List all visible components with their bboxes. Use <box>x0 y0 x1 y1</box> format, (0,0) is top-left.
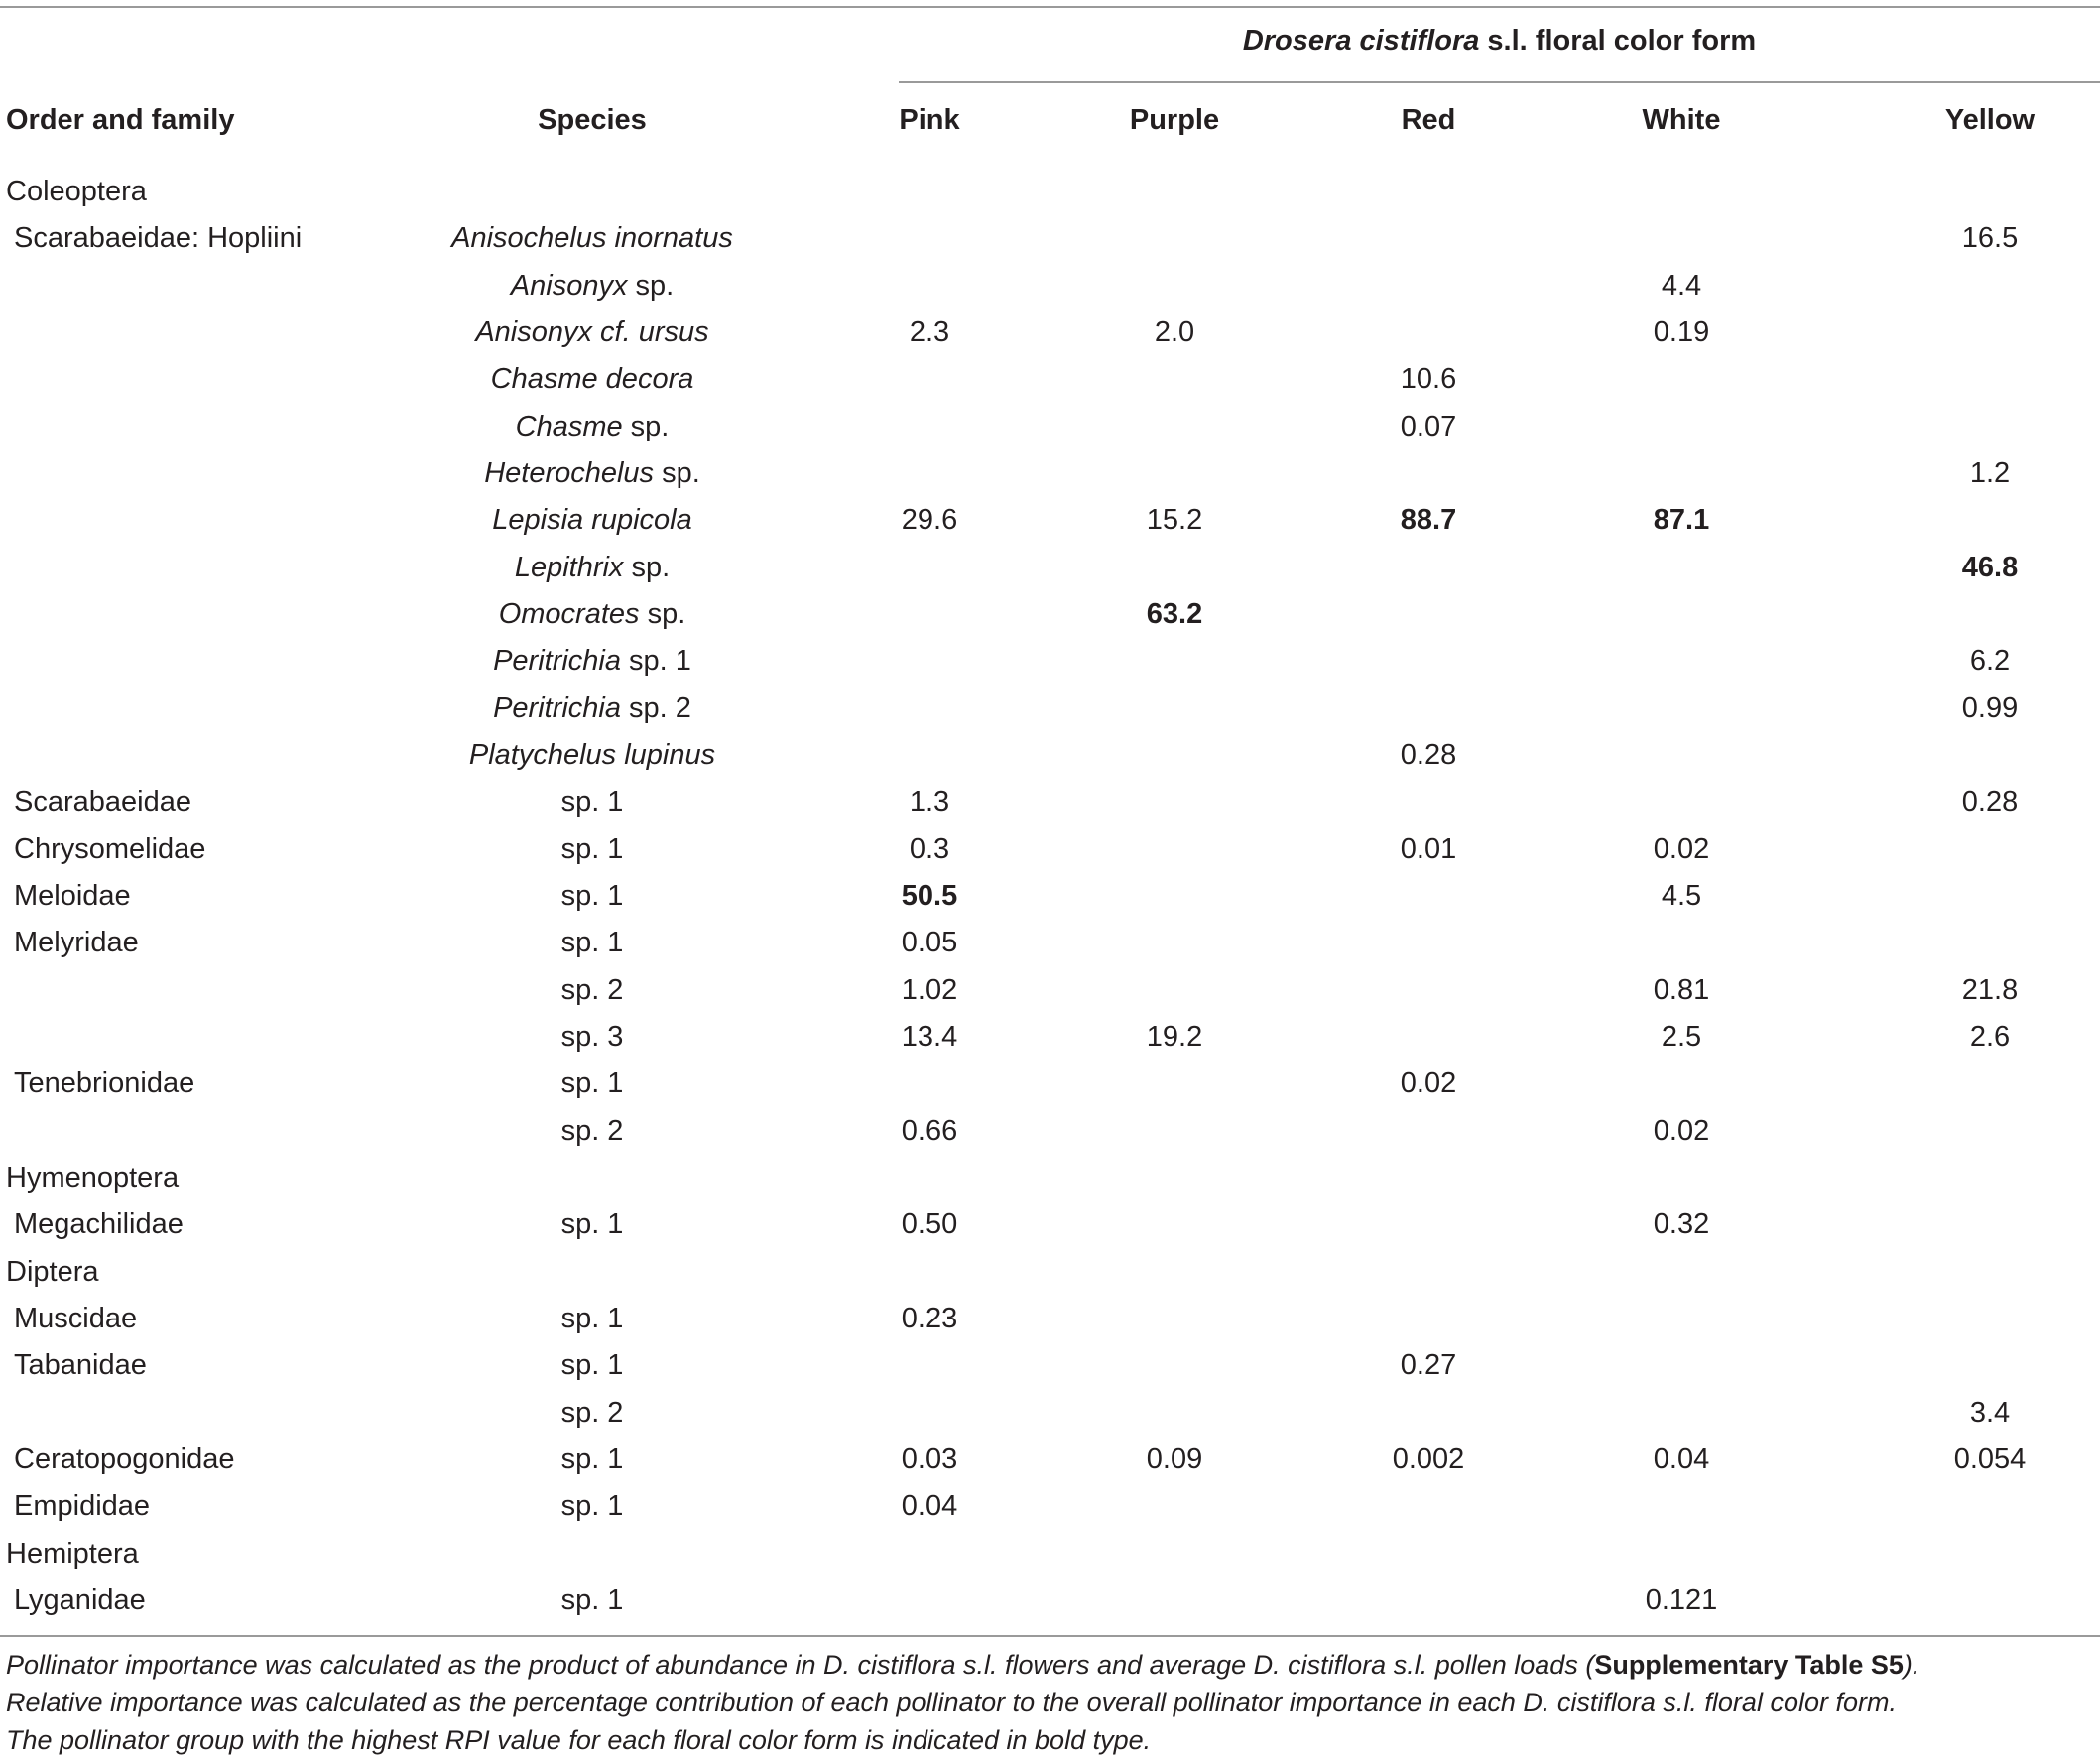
table-bottom-rule <box>0 1635 2100 1637</box>
order-family-cell: Hemiptera <box>6 1537 139 1570</box>
value-cell-purple: 0.09 <box>1146 1443 1203 1475</box>
species-cell <box>397 1296 788 1342</box>
species-cell <box>397 497 788 544</box>
species-suffix: sp. <box>654 456 700 489</box>
species-suffix: sp. 1 <box>560 1208 624 1241</box>
species-cell <box>397 1061 788 1107</box>
value-cell-pink: 13.4 <box>901 1020 958 1053</box>
value-cell-yellow: 0.054 <box>1953 1443 2027 1475</box>
species-cell <box>397 1483 788 1530</box>
value-cell-white: 2.5 <box>1661 1020 1702 1053</box>
species-italic-name: Omocrates <box>498 597 640 630</box>
value-cell-white: 0.04 <box>1653 1443 1710 1475</box>
species-suffix: sp. 2 <box>621 691 691 724</box>
header-purple: Purple <box>1129 104 1220 136</box>
species-suffix: sp. <box>627 269 675 302</box>
species-cell <box>397 263 788 310</box>
species-suffix: sp. 1 <box>560 1443 624 1475</box>
column-header-row <box>0 97 2100 144</box>
value-cell-purple: 15.2 <box>1146 504 1203 537</box>
table-row <box>0 1577 2100 1624</box>
table-row <box>0 967 2100 1014</box>
value-cell-purple: 2.0 <box>1154 315 1195 348</box>
species-italic-name: Heterochelus <box>484 456 655 489</box>
order-family-cell: Chrysomelidae <box>14 832 206 865</box>
species-suffix: sp. 2 <box>560 973 624 1006</box>
species-suffix: sp. 1 <box>560 1583 624 1616</box>
footnote-line-2: Relative importance was calculated as the percentage contribution of each pollinator to the overall pollinator importance in each D. cistiflora s.l. floral color form. <box>6 1688 1897 1717</box>
species-suffix: sp. 1 <box>560 1302 624 1334</box>
species-cell <box>397 1437 788 1483</box>
value-cell-yellow: 46.8 <box>1961 551 2019 583</box>
table-row <box>0 169 2100 215</box>
value-cell-white: 0.02 <box>1653 832 1710 865</box>
footnote-line-1 <box>6 1646 2089 1684</box>
table-row <box>0 356 2100 403</box>
order-family-cell: Coleoptera <box>6 176 147 207</box>
table-row <box>0 263 2100 310</box>
value-cell-pink: 0.05 <box>901 927 958 959</box>
value-cell-yellow: 6.2 <box>1969 645 2011 678</box>
table-row <box>0 638 2100 685</box>
species-suffix: sp. 1 <box>560 1349 624 1382</box>
species-suffix: sp. 1 <box>560 1068 624 1100</box>
value-cell-red: 0.07 <box>1400 410 1457 442</box>
value-cell-white: 4.5 <box>1661 879 1702 912</box>
footnote-line-1-end: ). <box>1903 1650 1920 1680</box>
species-suffix: sp. 3 <box>560 1020 624 1053</box>
table-row <box>0 1437 2100 1483</box>
table-row <box>0 1390 2100 1437</box>
value-cell-white: 0.121 <box>1645 1583 1718 1616</box>
table-row <box>0 1155 2100 1201</box>
table-row <box>0 1108 2100 1155</box>
value-cell-red: 0.02 <box>1400 1068 1457 1100</box>
footnote-line-1-text: Pollinator importance was calculated as the product of abundance in D. cistiflora s.l. flowers and average D. cistiflora s.l. pollen loads ( <box>6 1650 1595 1680</box>
species-cell <box>397 1108 788 1155</box>
species-cell <box>397 826 788 873</box>
value-cell-red: 10.6 <box>1400 363 1457 396</box>
species-cell <box>397 404 788 450</box>
species-cell <box>397 638 788 685</box>
group-header-rule <box>899 81 2100 83</box>
species-suffix: sp. 1 <box>560 832 624 865</box>
species-italic-name: Anisonyx cf. ursus <box>475 315 709 348</box>
order-family-cell: Hymenoptera <box>6 1161 180 1194</box>
species-suffix: sp. 2 <box>560 1114 624 1147</box>
table-row <box>0 1296 2100 1342</box>
value-cell-pink: 0.04 <box>901 1490 958 1523</box>
species-suffix: sp. <box>622 410 670 442</box>
table-row <box>0 1201 2100 1248</box>
species-suffix: sp. 2 <box>560 1396 624 1429</box>
species-cell <box>397 1342 788 1389</box>
order-family-cell: Tenebrionidae <box>14 1068 195 1100</box>
species-suffix: sp. <box>639 597 686 630</box>
value-cell-yellow: 21.8 <box>1961 973 2019 1006</box>
value-cell-white: 0.81 <box>1653 973 1710 1006</box>
value-cell-red: 0.27 <box>1400 1349 1457 1382</box>
group-header-genus: Drosera cistiflora <box>1242 25 1480 57</box>
table-row <box>0 215 2100 262</box>
order-family-cell: Tabanidae <box>14 1349 147 1382</box>
species-cell <box>397 545 788 591</box>
species-italic-name: Chasme <box>515 410 623 442</box>
species-cell <box>397 779 788 825</box>
value-cell-pink: 50.5 <box>901 879 958 912</box>
header-white: White <box>1642 104 1721 136</box>
value-cell-yellow: 1.2 <box>1969 456 2011 489</box>
value-cell-pink: 0.03 <box>901 1443 958 1475</box>
species-suffix: sp. 1 <box>560 927 624 959</box>
table-row <box>0 450 2100 497</box>
value-cell-white: 0.19 <box>1653 315 1710 348</box>
value-cell-yellow: 16.5 <box>1961 222 2019 255</box>
order-family-cell: Scarabaeidae: Hopliini <box>14 222 303 255</box>
species-cell <box>397 1201 788 1248</box>
species-italic-name: Peritrichia <box>493 691 621 724</box>
table-row <box>0 826 2100 873</box>
table-row <box>0 591 2100 638</box>
table-row <box>0 1061 2100 1107</box>
table-row <box>0 732 2100 779</box>
header-species: Species <box>538 104 647 136</box>
group-header-suffix: s.l. floral color form <box>1479 25 1757 57</box>
order-family-cell: Ceratopogonidae <box>14 1443 235 1475</box>
footnote-line-3: The pollinator group with the highest RPI value for each floral color form is indicated in bold type. <box>6 1725 1152 1755</box>
species-suffix: sp. 1 <box>621 645 691 678</box>
species-cell <box>397 591 788 638</box>
value-cell-yellow: 2.6 <box>1969 1020 2011 1053</box>
header-pink: Pink <box>899 104 960 136</box>
table-row <box>0 920 2100 966</box>
header-yellow: Yellow <box>1944 104 2036 136</box>
species-italic-name: Peritrichia <box>493 645 621 678</box>
species-cell <box>397 450 788 497</box>
table-row <box>0 404 2100 450</box>
table-row <box>0 1342 2100 1389</box>
species-cell <box>397 732 788 779</box>
table-row <box>0 497 2100 544</box>
species-cell <box>397 215 788 262</box>
species-italic-name: Chasme decora <box>490 363 694 396</box>
value-cell-white: 0.02 <box>1653 1114 1710 1147</box>
value-cell-white: 87.1 <box>1653 504 1710 537</box>
species-italic-name: Anisonyx <box>510 269 628 302</box>
species-suffix: sp. 1 <box>560 879 624 912</box>
table-row <box>0 1483 2100 1530</box>
value-cell-pink: 1.02 <box>901 973 958 1006</box>
order-family-cell: Meloidae <box>14 879 131 912</box>
value-cell-red: 0.01 <box>1400 832 1457 865</box>
value-cell-pink: 0.66 <box>901 1114 958 1147</box>
order-family-cell: Diptera <box>6 1255 99 1288</box>
value-cell-yellow: 3.4 <box>1969 1396 2011 1429</box>
footnote-supplementary-link: Supplementary Table S5 <box>1594 1650 1904 1680</box>
header-red: Red <box>1401 104 1456 136</box>
value-cell-yellow: 0.99 <box>1961 691 2019 724</box>
species-cell <box>397 1390 788 1437</box>
value-cell-pink: 2.3 <box>909 315 950 348</box>
value-cell-white: 0.32 <box>1653 1208 1710 1241</box>
species-italic-name: Anisochelus inornatus <box>451 222 733 255</box>
species-cell <box>397 920 788 966</box>
group-header <box>899 18 2100 64</box>
table-top-rule <box>0 6 2100 8</box>
value-cell-pink: 0.50 <box>901 1208 958 1241</box>
species-cell <box>397 686 788 732</box>
value-cell-purple: 63.2 <box>1146 597 1203 630</box>
table-row <box>0 1014 2100 1061</box>
value-cell-pink: 1.3 <box>909 786 950 818</box>
order-family-cell: Empididae <box>14 1490 151 1523</box>
table-row <box>0 310 2100 356</box>
order-family-cell: Melyridae <box>14 927 139 959</box>
value-cell-yellow: 0.28 <box>1961 786 2019 818</box>
species-cell <box>397 310 788 356</box>
species-cell <box>397 356 788 403</box>
species-italic-name: Lepisia rupicola <box>492 504 692 537</box>
table-row <box>0 545 2100 591</box>
table-row <box>0 1249 2100 1296</box>
value-cell-pink: 0.3 <box>909 832 950 865</box>
species-cell <box>397 1014 788 1061</box>
table-row <box>0 873 2100 920</box>
species-suffix: sp. 1 <box>560 786 624 818</box>
value-cell-red: 0.28 <box>1400 738 1457 771</box>
header-order-family: Order and family <box>6 104 235 136</box>
order-family-cell: Megachilidae <box>14 1208 184 1241</box>
species-suffix: sp. <box>623 551 671 583</box>
order-family-cell: Scarabaeidae <box>14 786 191 818</box>
value-cell-red: 0.002 <box>1392 1443 1465 1475</box>
species-cell <box>397 967 788 1014</box>
order-family-cell: Lyganidae <box>14 1583 146 1616</box>
value-cell-pink: 0.23 <box>901 1302 958 1334</box>
value-cell-purple: 19.2 <box>1146 1020 1203 1053</box>
species-italic-name: Platychelus lupinus <box>468 738 716 771</box>
species-italic-name: Lepithrix <box>514 551 624 583</box>
order-family-cell: Muscidae <box>14 1302 138 1334</box>
table-row <box>0 686 2100 732</box>
table-row <box>0 1531 2100 1577</box>
value-cell-red: 88.7 <box>1400 504 1457 537</box>
table-row <box>0 779 2100 825</box>
value-cell-pink: 29.6 <box>901 504 958 537</box>
species-cell <box>397 873 788 920</box>
species-cell <box>397 1577 788 1624</box>
value-cell-white: 4.4 <box>1661 269 1702 302</box>
species-suffix: sp. 1 <box>560 1490 624 1523</box>
